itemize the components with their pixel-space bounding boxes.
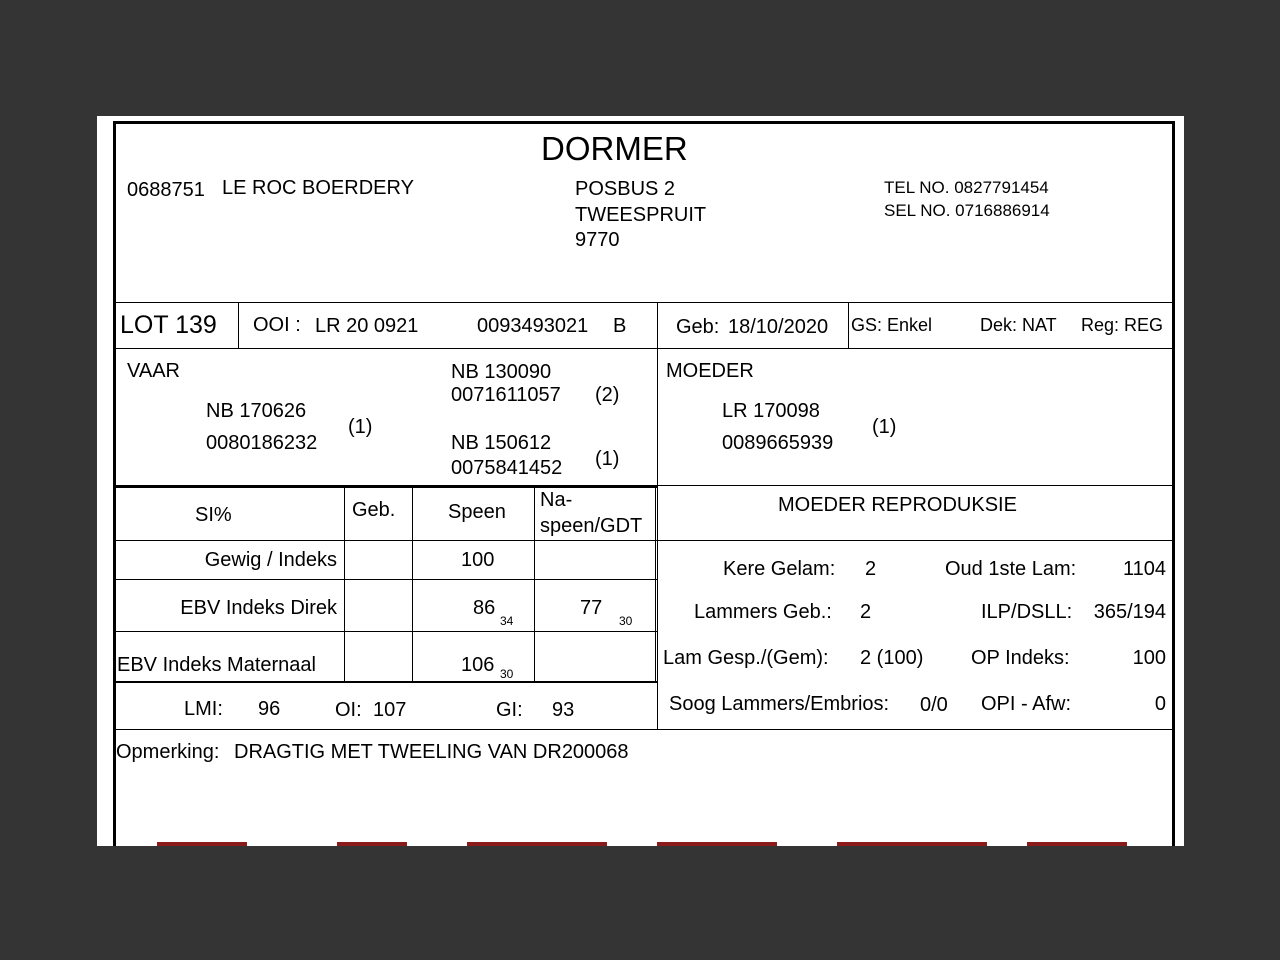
- lot-number: LOT 139: [120, 311, 217, 339]
- dam-count: (1): [872, 416, 897, 438]
- row-speen-direk-sub: 34: [500, 614, 514, 628]
- dek-value: Dek: NAT: [980, 315, 1057, 335]
- gi-label: GI:: [496, 699, 523, 721]
- ilp-value: 365/194: [1093, 601, 1166, 623]
- divider: [116, 579, 658, 580]
- gi-value: 93: [552, 699, 575, 721]
- row-naspeen-direk: 77: [580, 597, 603, 619]
- reg-value: Reg: REG: [1081, 315, 1164, 335]
- divider: [412, 486, 413, 682]
- oud-label: Oud 1ste Lam:: [945, 558, 1077, 580]
- lmi-value: 96: [258, 698, 281, 720]
- divider: [534, 486, 535, 682]
- ooi-label: OOI :: [253, 314, 301, 336]
- soog-value: 0/0: [920, 694, 948, 716]
- divider: [848, 302, 849, 348]
- granddam-count: (1): [595, 448, 620, 470]
- reproduction-title: MOEDER REPRODUKSIE: [778, 494, 1017, 516]
- row-speen-maternaal-sub: 30: [500, 667, 514, 681]
- ooi-id: LR 20 0921: [315, 315, 419, 337]
- row-speen-maternaal: 106: [461, 654, 495, 676]
- oud-value: 1104: [1122, 558, 1166, 580]
- tel-number: TEL NO. 0827791454: [884, 178, 1049, 197]
- sire-id: NB 170626: [206, 400, 307, 422]
- opi-label: OPI - Afw:: [981, 693, 1072, 715]
- document-page: [97, 116, 1184, 846]
- row-naspeen-direk-sub: 30: [619, 614, 633, 628]
- granddam-id: NB 150612: [451, 432, 552, 454]
- gesp-label: Lam Gesp./(Gem):: [663, 647, 829, 669]
- row-label-gewig: Gewig / Indeks: [204, 549, 337, 571]
- owner-id: 0688751: [127, 179, 205, 201]
- soog-label: Soog Lammers/Embrios:: [669, 693, 890, 715]
- row-speen-gewig: 100: [461, 549, 495, 571]
- sire-number: 0080186232: [206, 432, 318, 454]
- dam-id: LR 170098: [722, 400, 820, 422]
- sire-count: (1): [348, 416, 373, 438]
- naspeen-header-line-1: Na-: [540, 489, 573, 511]
- divider: [116, 681, 658, 683]
- lammers-value: 2: [860, 601, 872, 623]
- gs-value: GS: Enkel: [851, 315, 933, 335]
- op-label: OP Indeks:: [971, 647, 1070, 669]
- owner-name: LE ROC BOERDERY: [222, 177, 414, 199]
- naspeen-header-line-2: speen/GDT: [540, 515, 643, 537]
- row-speen-direk: 86: [473, 597, 496, 619]
- lmi-label: LMI:: [184, 698, 223, 720]
- grandsire-id: NB 130090: [451, 361, 552, 383]
- kere-label: Kere Gelam:: [723, 558, 836, 580]
- divider: [116, 729, 1172, 730]
- birth-label: Geb:: [676, 316, 720, 338]
- breed-title: DORMER: [541, 130, 688, 167]
- divider: [344, 486, 345, 682]
- dam-number: 0089665939: [722, 432, 834, 454]
- remark-label: Opmerking:: [116, 741, 220, 763]
- lammers-label: Lammers Geb.:: [694, 601, 832, 623]
- sire-label: VAAR: [127, 360, 180, 382]
- address-line-3: 9770: [575, 229, 620, 251]
- divider: [116, 540, 1172, 541]
- opi-value: 0: [1154, 693, 1166, 715]
- divider: [116, 302, 1172, 303]
- si-header: SI%: [195, 504, 232, 526]
- address-line-1: POSBUS 2: [575, 178, 676, 200]
- ooi-number: 0093493021: [477, 315, 589, 337]
- row-label-direk: EBV Indeks Direk: [180, 597, 337, 619]
- sel-number: SEL NO. 0716886914: [884, 201, 1050, 220]
- oi-label: OI:: [335, 699, 362, 721]
- divider: [116, 486, 658, 488]
- divider: [657, 302, 658, 729]
- divider: [116, 348, 1172, 349]
- op-value: 100: [1132, 647, 1166, 669]
- sale-card: [113, 121, 1175, 846]
- cropped-text-remnant: [157, 840, 1137, 846]
- granddam-number: 0075841452: [451, 457, 563, 479]
- birth-date: 18/10/2020: [728, 316, 829, 338]
- oi-value: 107: [373, 699, 407, 721]
- gesp-value: 2 (100): [860, 647, 924, 669]
- dam-label: MOEDER: [666, 360, 754, 382]
- remark-text: DRAGTIG MET TWEELING VAN DR200068: [234, 741, 629, 763]
- speen-header: Speen: [448, 501, 506, 523]
- kere-value: 2: [865, 558, 877, 580]
- ooi-grade: B: [613, 315, 627, 337]
- address-line-2: TWEESPRUIT: [575, 204, 707, 226]
- divider: [238, 302, 239, 348]
- grandsire-count: (2): [595, 384, 620, 406]
- row-label-maternaal: EBV Indeks Maternaal: [117, 654, 316, 676]
- geb-header: Geb.: [352, 499, 396, 521]
- ilp-label: ILP/DSLL:: [981, 601, 1073, 623]
- divider: [655, 486, 656, 682]
- divider: [116, 631, 658, 632]
- grandsire-number: 0071611057: [451, 384, 561, 406]
